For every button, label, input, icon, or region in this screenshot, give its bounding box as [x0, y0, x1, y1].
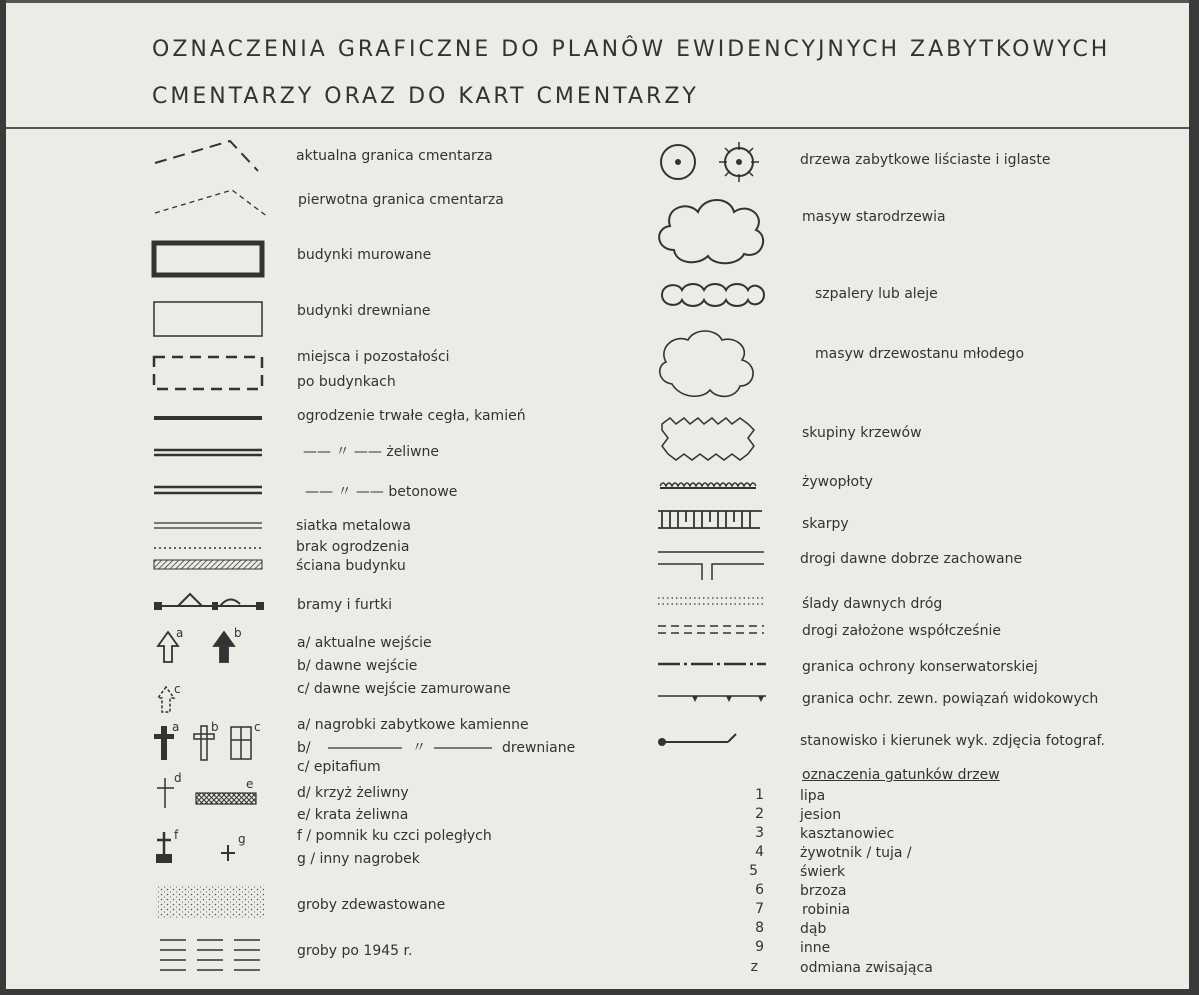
old-stand-icon — [652, 192, 770, 268]
historic-trees-icon — [656, 138, 776, 188]
species-name: robinia — [802, 902, 851, 918]
entrance-letter-c: c — [174, 682, 181, 696]
label-photo-station: stanowisko i kierunek wyk. zdjęcia fotograf. — [800, 733, 1105, 749]
label-modern-roads: drogi założone współcześnie — [802, 623, 1001, 639]
walled-entrance-icon — [156, 684, 186, 716]
post-1945-graves-icon — [152, 932, 268, 978]
tree-rows-icon — [656, 278, 770, 312]
label-shrubs: skupiny krzewów — [802, 425, 922, 441]
label-fence-concrete: —— 〃 —— betonowe — [305, 484, 458, 500]
view-border-icon — [656, 690, 770, 706]
conservation-border-icon — [656, 658, 770, 670]
frame-bottom — [0, 989, 1199, 995]
tomb-letter-b: b — [211, 720, 219, 734]
label-current-boundary: aktualna granica cmentarza — [296, 148, 493, 164]
label-original-boundary: pierwotna granica cmentarza — [298, 192, 504, 208]
masonry-building-icon — [147, 238, 269, 280]
shrubs-icon — [656, 412, 762, 468]
label-historic-trees: drzewa zabytkowe liściaste i iglaste — [800, 152, 1051, 168]
gate-icon — [150, 588, 270, 616]
species-num: z — [750, 959, 758, 975]
current-boundary-icon — [150, 133, 270, 178]
hedges-icon — [658, 478, 768, 492]
label-tomb-f: f / pomnik ku czci poległych — [297, 828, 492, 844]
species-name: jesion — [800, 807, 842, 823]
frame-left — [0, 0, 6, 995]
building-remains-icon — [150, 350, 270, 396]
epitaph-icon — [228, 724, 256, 762]
young-stand-icon — [652, 326, 760, 402]
label-hedges: żywopłoty — [802, 474, 873, 490]
title-line-2: CMENTARZY ORAZ DO KART CMENTARZY — [152, 84, 699, 109]
title-divider — [6, 127, 1189, 129]
frame-top — [0, 0, 1199, 3]
label-tomb-b-suffix: drewniane — [502, 740, 576, 756]
species-name: żywotnik / tuja / — [800, 845, 912, 861]
label-wooden-buildings: budynki drewniane — [297, 303, 431, 319]
other-tomb-icon — [218, 842, 240, 864]
photo-station-icon — [654, 730, 744, 752]
species-name: brzoza — [800, 883, 847, 899]
label-fence-cast-iron: —— 〃 —— żeliwne — [303, 444, 440, 460]
label-tomb-a: a/ nagrobki zabytkowe kamienne — [297, 717, 529, 733]
label-graves-post1945: groby po 1945 r. — [297, 943, 413, 959]
label-old-stand: masyw starodrzewia — [802, 209, 946, 225]
old-roads-icon — [656, 548, 768, 582]
current-entrance-icon — [156, 628, 192, 668]
tomb-letter-a: a — [172, 720, 180, 734]
label-entrance-b: b/ dawne wejście — [297, 658, 418, 674]
species-num: 3 — [755, 825, 764, 841]
tomb-b-ditto-line-left — [326, 744, 406, 752]
species-name: świerk — [800, 864, 846, 880]
original-boundary-icon — [150, 183, 275, 223]
label-graves-devastated: groby zdewastowane — [297, 897, 446, 913]
species-name: odmiana zwisająca — [800, 960, 933, 976]
species-num: 9 — [755, 939, 764, 955]
label-remains-line2: po budynkach — [297, 374, 396, 390]
frame-right — [1189, 0, 1199, 995]
no-fence-icon — [152, 544, 267, 552]
species-num: 2 — [755, 806, 764, 822]
species-num: 7 — [755, 901, 764, 917]
label-tomb-b-ditto: 〃 — [412, 740, 426, 756]
tomb-letter-c: c — [254, 720, 261, 734]
species-num: 6 — [755, 882, 764, 898]
concrete-fence-icon — [152, 484, 267, 500]
species-num: 8 — [755, 920, 764, 936]
label-tomb-b-prefix: b/ — [297, 740, 311, 756]
species-heading: oznaczenia gatunków drzew — [802, 767, 1000, 783]
building-wall-icon — [152, 558, 267, 572]
label-remains-line1: miejsca i pozostałości — [297, 349, 450, 365]
species-num: 4 — [755, 844, 764, 860]
species-name: dąb — [800, 921, 827, 937]
label-fence-permanent: ogrodzenie trwałe cegła, kamień — [297, 408, 526, 424]
label-view-border: granica ochr. zewn. powiązań widokowych — [802, 691, 1099, 707]
metal-mesh-icon — [152, 519, 267, 533]
label-gates: bramy i furtki — [297, 597, 392, 613]
label-no-fence: brak ogrodzenia — [296, 539, 410, 555]
tomb-b-ditto-line-right — [432, 744, 496, 752]
label-tree-rows: szpalery lub aleje — [815, 286, 938, 302]
label-conservation-border: granica ochrony konserwatorskiej — [802, 659, 1038, 675]
cast-iron-fence-icon — [152, 446, 267, 460]
species-name: lipa — [800, 788, 826, 804]
species-num: 1 — [755, 787, 764, 803]
label-masonry-buildings: budynki murowane — [297, 247, 432, 263]
label-mesh: siatka metalowa — [296, 518, 411, 534]
tomb-letter-e: e — [246, 777, 254, 791]
wooden-building-icon — [150, 297, 270, 341]
entrance-letter-a: a — [176, 626, 184, 640]
road-traces-icon — [656, 594, 768, 608]
modern-roads-icon — [656, 622, 768, 638]
label-tomb-d: d/ krzyż żeliwny — [297, 785, 409, 801]
label-entrance-a: a/ aktualne wejście — [297, 635, 432, 651]
label-slopes: skarpy — [802, 516, 849, 532]
label-entrance-c: c/ dawne wejście zamurowane — [297, 681, 511, 697]
permanent-fence-icon — [152, 412, 267, 424]
species-name: inne — [800, 940, 831, 956]
label-young-stand: masyw drzewostanu młodego — [815, 346, 1025, 362]
label-tomb-c: c/ epitafium — [297, 759, 381, 775]
label-wall: ściana budynku — [296, 558, 406, 574]
label-tomb-e: e/ krata żeliwna — [297, 807, 409, 823]
label-tomb-g: g / inny nagrobek — [297, 851, 420, 867]
tomb-letter-g: g — [238, 832, 246, 846]
title-line-1: OZNACZENIA GRAFICZNE DO PLANÔW EWIDENCYJNYCH ZABYTKOWYCH — [152, 37, 1111, 62]
label-road-traces: ślady dawnych dróg — [802, 596, 943, 612]
species-name: kasztanowiec — [800, 826, 895, 842]
devastated-graves-icon — [154, 883, 266, 923]
tomb-letter-f: f — [174, 828, 179, 842]
tomb-letter-d: d — [174, 771, 182, 785]
slopes-icon — [656, 506, 766, 534]
species-num: 5 — [749, 863, 758, 879]
entrance-letter-b: b — [234, 626, 242, 640]
former-entrance-icon — [212, 628, 248, 668]
label-old-roads: drogi dawne dobrze zachowane — [800, 551, 1023, 567]
